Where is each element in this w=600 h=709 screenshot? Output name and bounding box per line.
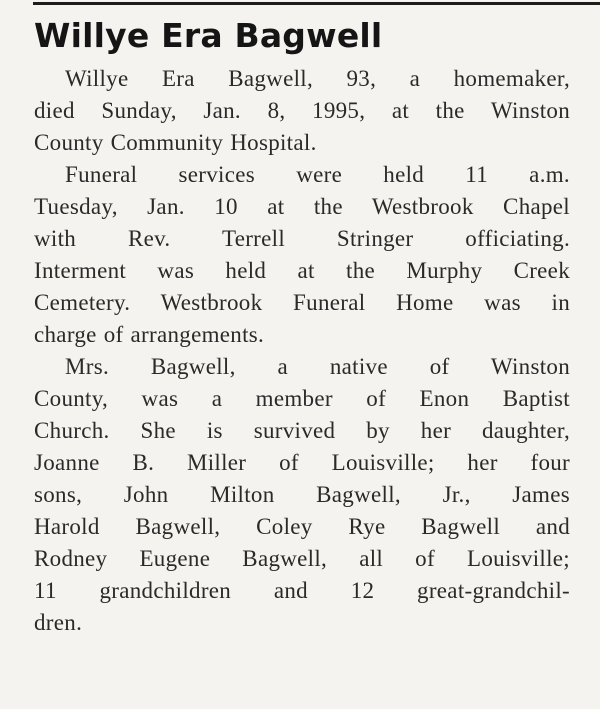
text-line: with Rev. Terrell Stringer officiating.	[34, 226, 570, 251]
paragraph-survivors	[34, 351, 570, 639]
text-line: Rodney Eugene Bagwell, all of Louisville;	[34, 546, 570, 571]
text-line: Mrs. Bagwell, a native of Winston	[65, 354, 570, 379]
column-rule	[33, 2, 600, 5]
text-line: Tuesday, Jan. 10 at the Westbrook Chapel	[34, 194, 570, 219]
obituary-headline: Willye Era Bagwell	[34, 16, 383, 55]
paragraph-funeral-services	[34, 159, 570, 351]
text-line: Church. She is survived by her daughter,	[34, 418, 570, 443]
text-line: Funeral services were held 11 a.m.	[65, 162, 570, 187]
text-line: Willye Era Bagwell, 93, a homemaker,	[65, 66, 570, 91]
text-line: Joanne B. Miller of Louisville; her four	[34, 450, 570, 475]
text-line: dren.	[34, 610, 83, 635]
text-line: died Sunday, Jan. 8, 1995, at the Winston	[34, 98, 570, 123]
text-line: County Community Hospital.	[34, 130, 317, 155]
text-line: Harold Bagwell, Coley Rye Bagwell and	[34, 514, 570, 539]
obituary-clipping	[34, 14, 570, 639]
text-line: County, was a member of Enon Baptist	[34, 386, 570, 411]
text-line: Cemetery. Westbrook Funeral Home was in	[34, 290, 570, 315]
text-line: charge of arrangements.	[34, 322, 265, 347]
text-line: sons, John Milton Bagwell, Jr., James	[34, 482, 570, 507]
paragraph-death-notice	[34, 63, 570, 159]
text-line: 11 grandchildren and 12 great-grandchil-	[34, 578, 570, 603]
obituary-body	[34, 63, 570, 639]
text-line: Interment was held at the Murphy Creek	[34, 258, 570, 283]
